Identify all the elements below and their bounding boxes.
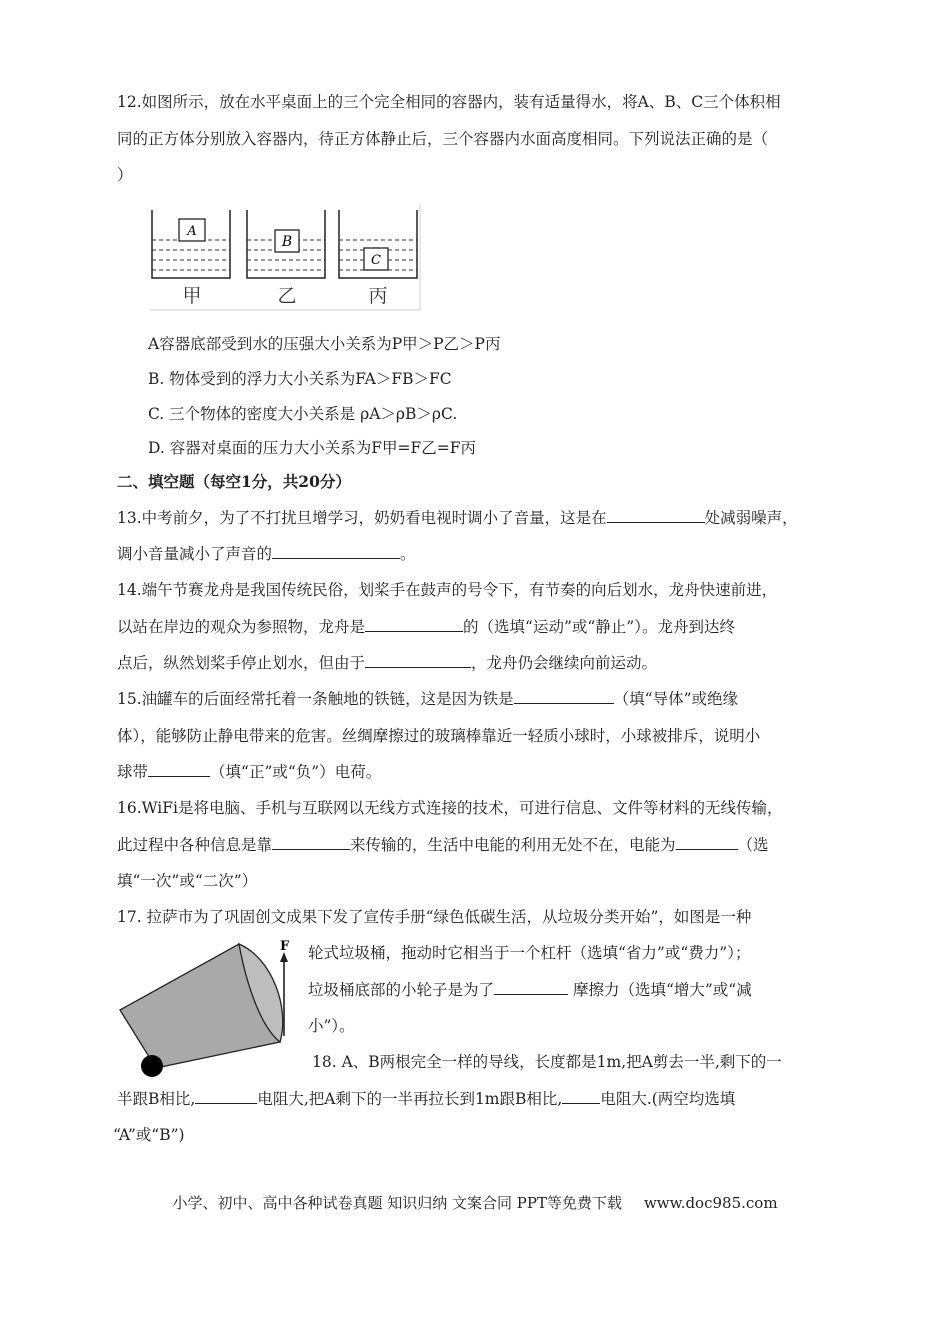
q16-text-2b: 来传输的，生活中电能的利用无处不在，电能为 <box>350 836 676 854</box>
q15-text-1a: 15.油罐车的后面经常托着一条触地的铁链，这是因为铁是 <box>117 690 514 708</box>
q13-blank-1 <box>607 508 705 523</box>
q18-text-2b: 电阻大,把A剩下的一半再拉长到1m跟B相比, <box>257 1090 563 1108</box>
q15-line-1 <box>117 689 837 709</box>
q17-trash-can-figure <box>112 938 302 1083</box>
q18-text-2c: 电阻大.(两空均选填 <box>600 1090 736 1108</box>
label-jia: 甲 <box>182 285 202 307</box>
block-c-label: C <box>371 253 381 268</box>
q14-text-3a: 点后，纵然划桨手停止划水，但由于 <box>117 654 366 672</box>
q16-line-3: 填“一次”或“二次”） <box>117 872 258 890</box>
q13-line-1 <box>117 508 837 528</box>
q12-option-c: C. 三个物体的密度大小关系是 ρA＞ρB＞ρC. <box>148 405 458 423</box>
q15-line-3 <box>117 762 837 782</box>
q13-text-1b: 处减弱噪声， <box>704 509 798 527</box>
q13-line-2 <box>117 544 837 564</box>
q16-blank-2 <box>676 835 738 850</box>
q15-line-2: 体），能够防止静电带来的危害。丝绸摩擦过的玻璃棒靠近一轻质小球时，小球被排斥，说明小 <box>117 727 761 745</box>
container-yi <box>247 210 325 278</box>
section-heading: 二、填空题（每空1分，共20分） <box>117 472 351 491</box>
label-yi: 乙 <box>277 285 297 307</box>
q16-blank-1 <box>272 835 350 850</box>
q18-blank-1 <box>195 1089 257 1104</box>
q14-text-3b: ，龙舟仍会继续向前运动。 <box>471 654 658 672</box>
q17-line-4: 小”）。 <box>308 1017 355 1035</box>
q16-line-1: 16.WiFi是将电脑、手机与互联网以无线方式连接的技术，可进行信息、文件等材料的无线传输， <box>117 799 783 817</box>
q14-line-2 <box>117 617 837 637</box>
block-a-label: A <box>187 224 197 239</box>
q16-text-2a: 此过程中各种信息是靠 <box>117 836 273 854</box>
q12-line-1: 12.如图所示，放在水平桌面上的三个完全相同的容器内，装有适量得水，将A、B、C三个体积相 <box>117 93 781 111</box>
q12-container-figure <box>148 204 424 312</box>
q17-line-2: 轮式垃圾桶，拖动时它相当于一个杠杆（选填“省力”或“费力”）； <box>308 944 751 962</box>
q18-text-2a: 半跟B相比, <box>117 1090 196 1108</box>
q13-text-2b: 。 <box>400 545 416 563</box>
q12-line-3: ） <box>117 166 133 184</box>
q15-text-3a: 球带 <box>117 763 149 781</box>
q15-text-1b: （填“导体”或绝缘 <box>613 690 739 708</box>
q12-option-d: D. 容器对桌面的压力大小关系为F甲=F乙=F丙 <box>148 439 476 457</box>
q18-blank-2 <box>562 1089 600 1104</box>
q16-text-2c: （选 <box>737 836 769 854</box>
footer-url[interactable]: www.doc985.com <box>643 1194 778 1212</box>
page-footer <box>0 1192 950 1213</box>
q17-line-3 <box>308 980 950 1000</box>
q17-blank-1 <box>494 980 568 995</box>
q12-line-2: 同的正方体分别放入容器内，待正方体静止后，三个容器内水面高度相同。下列说法正确的是（ <box>117 130 769 148</box>
block-b-label: B <box>281 234 293 250</box>
q17-line-1: 17. 拉萨市为了巩固创文成果下发了宣传手册“绿色低碳生活，从垃圾分类开始”，如图是一种 <box>117 908 752 926</box>
q17-text-3b: 摩擦力（选填“增大”或“减 <box>568 981 752 999</box>
q17-text-3a: 垃圾桶底部的小轮子是为了 <box>308 981 495 999</box>
label-bing: 丙 <box>368 285 388 307</box>
q15-text-3b: （填“正”或“负”）电荷。 <box>210 763 382 781</box>
q13-text-1a: 13.中考前夕，为了不打扰旦增学习，奶奶看电视时调小了音量，这是在 <box>117 509 607 527</box>
wheel <box>141 1055 163 1077</box>
footer-text: 小学、初中、高中各种试卷真题 知识归纳 文案合同 PPT等免费下载 <box>172 1194 622 1212</box>
q14-blank-1 <box>365 617 463 632</box>
q14-text-2b: 的（选填“运动”或“静止”）。龙舟到达终 <box>463 618 735 636</box>
q14-line-1: 14.端午节赛龙舟是我国传统民俗，划桨手在鼓声的号令下，有节奏的向后划水，龙舟快速前进， <box>117 581 778 599</box>
q18-line-2 <box>117 1089 837 1109</box>
q18-line-3: “A”或“B”) <box>113 1126 185 1144</box>
q15-blank-1 <box>514 689 614 704</box>
q18-line-1: 18. A、B两根完全一样的导线，长度都是1m,把A剪去一半,剩下的一 <box>312 1053 782 1071</box>
q14-blank-2 <box>365 653 471 668</box>
q16-line-2 <box>117 835 837 855</box>
q15-blank-2 <box>148 762 210 777</box>
q14-line-3 <box>117 653 837 673</box>
q12-option-a: A容器底部受到水的压强大小关系为P甲＞P乙＞P丙 <box>148 335 501 353</box>
container-bing <box>339 210 417 278</box>
q12-option-b: B. 物体受到的浮力大小关系为FA＞FB＞FC <box>148 370 452 388</box>
force-label: F <box>280 939 290 954</box>
q13-blank-2 <box>272 544 400 559</box>
q13-text-2a: 调小音量减小了声音的 <box>117 545 273 563</box>
q14-text-2a: 以站在岸边的观众为参照物，龙舟是 <box>117 618 366 636</box>
container-jia <box>152 210 230 278</box>
